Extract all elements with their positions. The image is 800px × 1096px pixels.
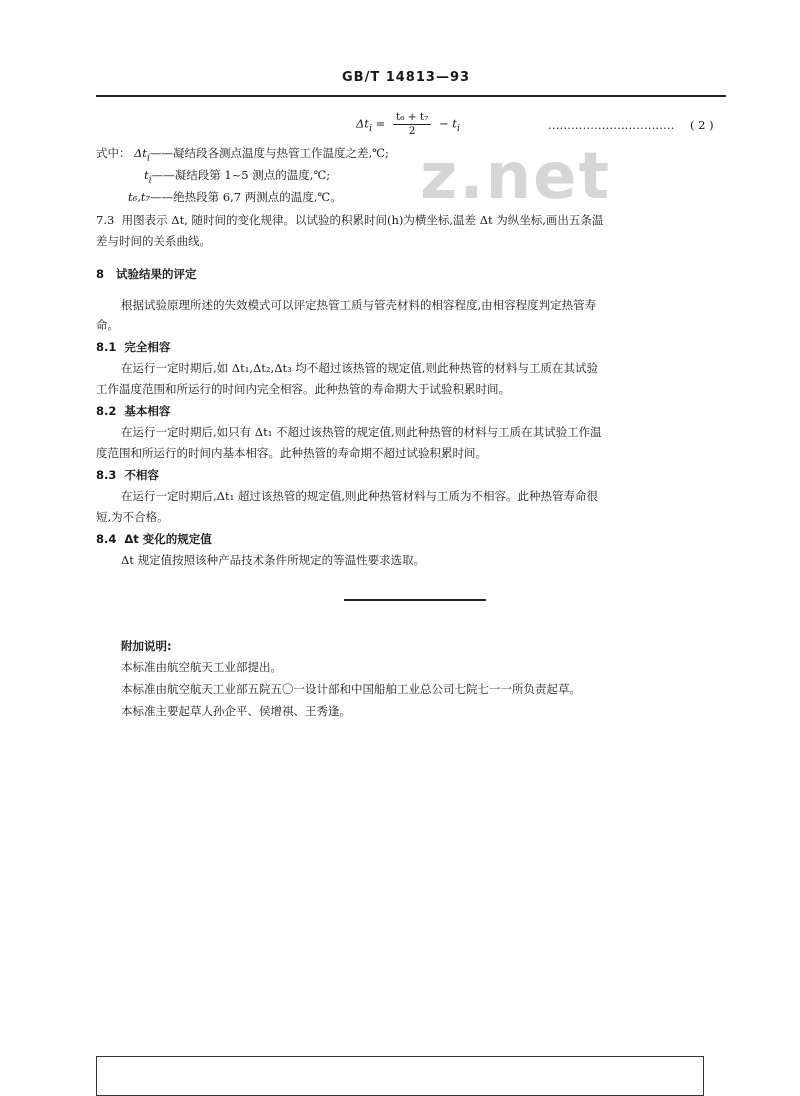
notes-line-2: 本标准由航空航天工业部五院五〇一设计部和中国船舶工业总公司七院七一一所负责起草。 xyxy=(121,682,581,696)
formula-equals: = xyxy=(375,116,386,131)
where-prefix: 式中： xyxy=(96,146,131,160)
where-line-1: $\Delta t_i——$凝结段各测点温度与热管工作温度之差,℃; xyxy=(134,146,389,164)
notes-line-3: 本标准主要起草人孙企平、侯增祺、王秀逢。 xyxy=(121,704,351,718)
section-8-intro-line2: 命。 xyxy=(96,318,119,332)
where-line-3: t₆,t₇——绝热段第 6,7 两测点的温度,℃。 xyxy=(128,190,342,204)
formula-fraction xyxy=(393,111,431,138)
section-8-2-heading: 8.2 基本相容 xyxy=(96,404,171,418)
section-8-1-line2: 工作温度范围和所运行的时间内完全相容。此种热管的寿命期大于试验积累时间。 xyxy=(96,382,510,396)
formula-2 xyxy=(356,111,460,138)
section-8-4-line1: Δt 规定值按照该种产品技术条件所规定的等温性要求选取。 xyxy=(121,553,426,567)
formula-denominator: 2 xyxy=(408,125,416,137)
section-8-4-title: Δt 变化的规定值 xyxy=(124,532,212,546)
formula-dots: …………………………… xyxy=(548,118,675,132)
section-8-2-line2: 度范围和所运行的时间内基本相容。此种热管的寿命期不超过试验积累时间。 xyxy=(96,446,487,460)
formula-numerator: t₆ + t₇ xyxy=(393,111,431,125)
section-8-1-title: 完全相容 xyxy=(124,340,171,354)
section-8-2-title: 基本相容 xyxy=(124,404,171,418)
formula-lhs: Δt xyxy=(356,116,369,131)
section-8-intro-line1: 根据试验原理所述的失效模式可以评定热管工质与管壳材料的相容程度,由相容程度判定热管寿 xyxy=(121,298,597,312)
formula-tail: − t xyxy=(438,116,457,131)
standard-number: GB/T 14813—93 xyxy=(342,70,471,85)
section-8-2-line1: 在运行一定时期后,如只有 Δt₁ 不超过该热管的规定值,则此种热管的材料与工质在其试验工作温 xyxy=(121,425,602,439)
bottom-frame xyxy=(96,1056,704,1096)
section-7-3-number: 7.3 xyxy=(96,213,115,227)
section-7-3-line2: 差与时间的关系曲线。 xyxy=(96,234,211,248)
section-8-1-heading: 8.1 完全相容 xyxy=(96,340,171,354)
section-7-3 xyxy=(96,212,603,229)
notes-title: 附加说明: xyxy=(121,639,172,653)
where-line-2: $t_i——$凝结段第 1~5 测点的温度,℃; xyxy=(144,168,331,186)
section-8-3-title: 不相容 xyxy=(124,468,159,482)
section-8-3-heading: 8.3 不相容 xyxy=(96,468,159,482)
header-rule xyxy=(96,95,726,97)
watermark: z.net xyxy=(420,140,612,214)
section-8-title: 试验结果的评定 xyxy=(116,267,197,281)
section-8-1-line1: 在运行一定时期后,如 Δt₁,Δt₂,Δt₃ 均不超过该热管的规定值,则此种热管的材料与工质在其试验 xyxy=(121,361,599,375)
section-8-3-line2: 短,为不合格。 xyxy=(96,510,169,524)
section-8-4-heading: 8.4 Δt 变化的规定值 xyxy=(96,532,212,546)
section-8-number: 8 xyxy=(96,267,105,281)
formula-number: ( 2 ) xyxy=(690,118,714,132)
formula-lhs-sub: i xyxy=(368,122,373,134)
formula-tail-sub: i xyxy=(456,122,460,134)
section-7-3-line1: 用图表示 Δt, 随时间的变化规律。以试验的积累时间(h)为横坐标,温差 Δt 为纵坐标,画出五条温 xyxy=(121,213,604,227)
section-8-3-line1: 在运行一定时期后,Δt₁ 超过该热管的规定值,则此种热管材料与工质为不相容。此种热管寿命很 xyxy=(121,489,598,503)
notes-line-1: 本标准由航空航天工业部提出。 xyxy=(121,660,282,674)
end-rule xyxy=(344,599,486,601)
section-8-heading xyxy=(96,266,197,282)
